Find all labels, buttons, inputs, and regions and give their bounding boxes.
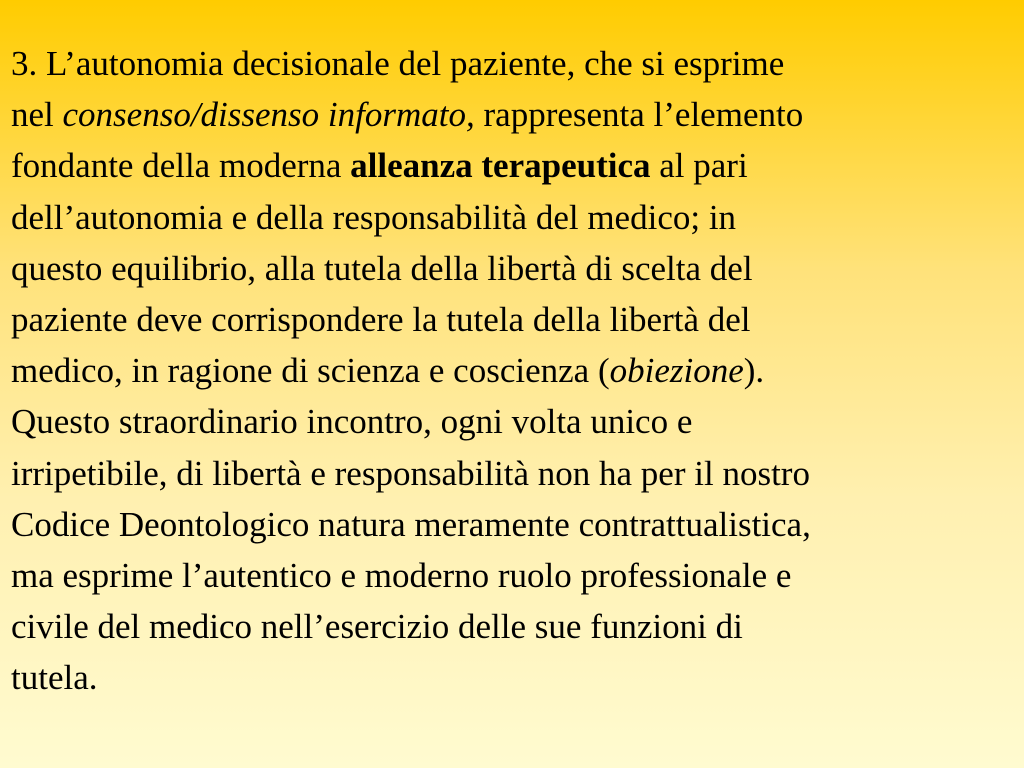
text-line-5	[11, 243, 1011, 294]
line-text: ).	[743, 351, 765, 391]
line-text: tutela.	[11, 658, 98, 698]
line-text: paziente deve corrispondere la tutela della libertà del	[11, 300, 751, 340]
bold-term-alleanza-terapeutica: alleanza terapeutica	[350, 146, 651, 186]
text-line-1	[11, 38, 1011, 89]
text-line-9	[11, 448, 1011, 499]
line-text: medico, in ragione di scienza e coscienza (	[11, 351, 610, 391]
text-line-7	[11, 345, 1011, 396]
text-line-4	[11, 192, 1011, 243]
line-text: 3. L’autonomia decisionale del paziente, che si esprime	[11, 44, 785, 83]
line-text: fondante della moderna	[11, 146, 351, 186]
line-text: dell’autonomia e della responsabilità del medico; in	[11, 197, 737, 237]
line-text: nel	[11, 95, 63, 135]
text-line-8	[11, 396, 1011, 447]
text-line-11	[11, 550, 1011, 601]
line-text: Codice Deontologico natura meramente contrattualistica,	[11, 504, 811, 544]
text-line-2	[11, 89, 1011, 140]
text-line-13	[11, 652, 1011, 703]
text-line-10	[11, 499, 1011, 550]
slide-body-text	[11, 38, 1011, 704]
line-text: al pari	[650, 146, 748, 186]
line-text: Questo straordinario incontro, ogni volta unico e	[11, 402, 693, 442]
text-line-12	[11, 601, 1011, 652]
line-text: ma esprime l’autentico e moderno ruolo professionale e	[11, 556, 792, 596]
line-text: questo equilibrio, alla tutela della libertà di scelta del	[11, 248, 753, 288]
text-line-3	[11, 140, 1011, 191]
line-text: civile del medico nell’esercizio delle sue funzioni di	[11, 607, 743, 647]
text-line-6	[11, 294, 1011, 345]
italic-term-consenso-informato: consenso/dissenso informato,	[62, 95, 475, 135]
line-text: irripetibile, di libertà e responsabilità non ha per il nostro	[11, 453, 810, 493]
italic-term-obiezione: obiezione	[609, 351, 744, 391]
line-text: rappresenta l’elemento	[474, 95, 804, 135]
